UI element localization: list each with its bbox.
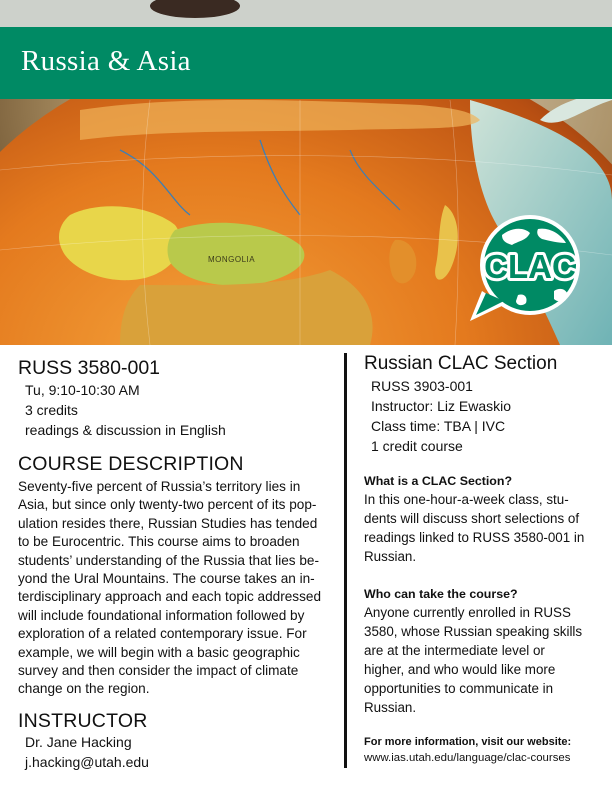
clac-section-heading: Russian CLAC Section bbox=[364, 353, 558, 374]
description-line: ulation resides there, Russian Studies has tended bbox=[18, 515, 318, 531]
clac-section-meta bbox=[364, 376, 600, 456]
description-line: terdisciplinary approach and each topic addressed bbox=[18, 589, 322, 605]
right-column bbox=[364, 352, 600, 766]
what-is-line: dents will discuss short selections of bbox=[364, 511, 580, 526]
more-info-label: For more information, visit our website: bbox=[364, 736, 572, 748]
map-label-mongolia: MONGOLIA bbox=[208, 255, 256, 264]
what-is-line: readings linked to RUSS 3580-001 in bbox=[364, 530, 585, 545]
clac-section-code: RUSS 3903-001 bbox=[371, 378, 473, 394]
description-line: change on the region. bbox=[18, 681, 150, 697]
what-is-line: Russian. bbox=[364, 549, 417, 564]
who-can-line: Russian. bbox=[364, 700, 417, 715]
instructor-email[interactable]: j.hacking@utah.edu bbox=[25, 753, 149, 770]
who-can-line: higher, and who would like more bbox=[364, 662, 556, 677]
description-line: example, we will begin with a basic geographic bbox=[18, 644, 300, 660]
instructor-heading: INSTRUCTOR bbox=[18, 709, 148, 732]
who-can-line: opportunities to communicate in bbox=[364, 681, 554, 696]
clac-section-instructor: Instructor: Liz Ewaskio bbox=[371, 398, 512, 414]
who-can-take-text bbox=[364, 603, 600, 717]
who-can-take-heading: Who can take the course? bbox=[364, 587, 518, 601]
who-can-line: 3580, whose Russian speaking skills bbox=[364, 624, 583, 639]
course-code: RUSS 3580-001 bbox=[18, 357, 161, 379]
course-format: readings & discussion in English bbox=[25, 422, 226, 438]
description-line: Asia, but since only twenty-two percent of its pop- bbox=[18, 497, 317, 513]
description-line: to be Eurocentric. This course aims to broaden bbox=[18, 534, 300, 550]
description-line: yond the Ural Mountains. The course takes an in- bbox=[18, 571, 315, 587]
course-credits: 3 credits bbox=[25, 402, 78, 418]
course-schedule: Tu, 9:10-10:30 AM bbox=[25, 382, 140, 398]
column-divider bbox=[344, 353, 347, 768]
description-line: survey and then consider the impact of climate bbox=[18, 663, 299, 679]
course-meta bbox=[18, 380, 328, 440]
description-line: students’ understanding of the Russia that lies be- bbox=[18, 552, 320, 568]
description-line: Seventy-five percent of Russia’s territory lies in bbox=[18, 479, 301, 494]
course-description-heading: COURSE DESCRIPTION bbox=[18, 453, 244, 475]
who-can-line: Anyone currently enrolled in RUSS bbox=[364, 605, 571, 620]
title-band bbox=[0, 27, 612, 99]
clac-section-class-time: Class time: TBA | IVC bbox=[371, 418, 506, 434]
who-can-line: are at the intermediate level or bbox=[364, 643, 545, 658]
page-title: Russia & Asia bbox=[21, 45, 191, 77]
what-is-clac-heading: What is a CLAC Section? bbox=[364, 474, 513, 488]
website-link[interactable]: www.ias.utah.edu/language/clac-courses bbox=[364, 752, 571, 764]
what-is-clac-text bbox=[364, 490, 600, 566]
clac-logo bbox=[468, 213, 586, 325]
left-column bbox=[18, 356, 328, 772]
clac-logo-text: CLAC bbox=[484, 248, 576, 285]
what-is-line: In this one-hour-a-week class, stu- bbox=[364, 492, 569, 507]
clac-section-credits: 1 credit course bbox=[371, 438, 463, 454]
course-description-text bbox=[18, 478, 328, 699]
description-line: exploration of a related contemporary issue. For bbox=[18, 626, 307, 642]
description-line: will include foundational information followed by bbox=[18, 607, 305, 623]
instructor-info bbox=[18, 732, 328, 772]
instructor-name: Dr. Jane Hacking bbox=[25, 733, 132, 750]
